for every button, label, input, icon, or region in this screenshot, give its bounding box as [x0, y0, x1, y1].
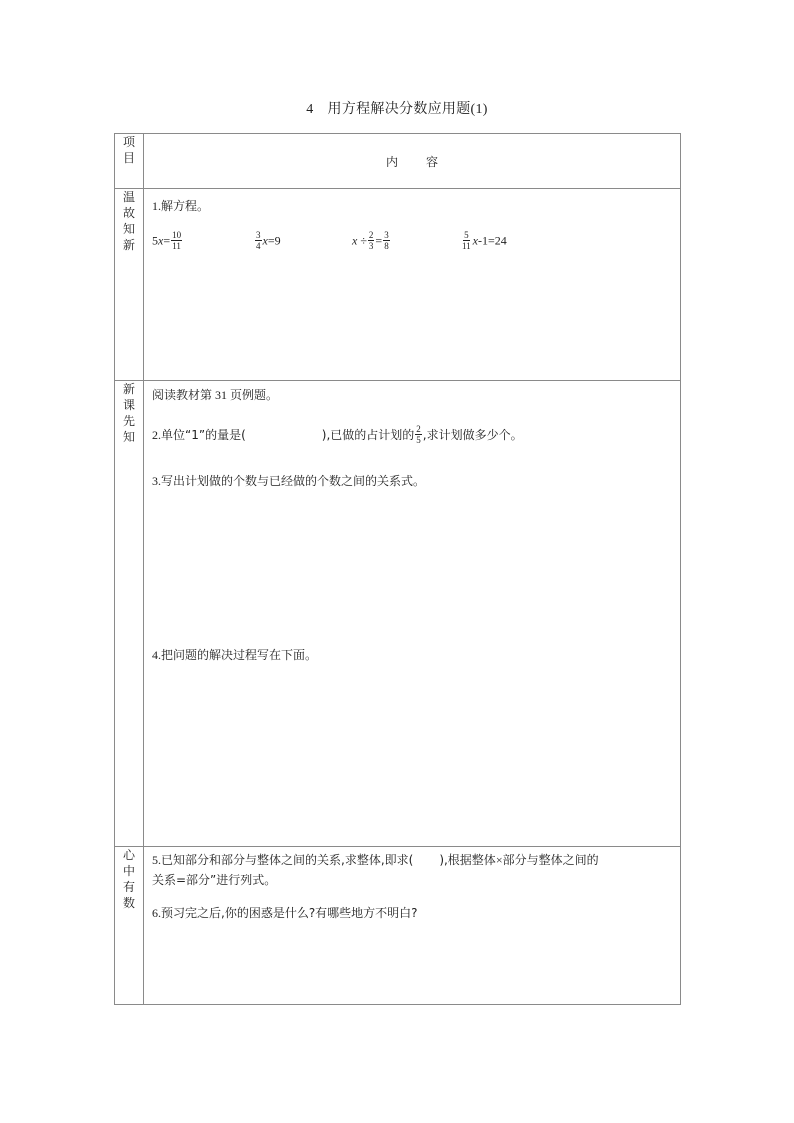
- question-number: 3.: [152, 474, 161, 488]
- question-number: 1.: [152, 199, 161, 213]
- reading-text-b: 页例题。: [230, 388, 279, 402]
- preview-content-cell: [144, 381, 681, 847]
- q5-text-line2: 关系=部分”进行列式。: [152, 873, 277, 887]
- preview-label-char: 先: [122, 414, 135, 428]
- eq4-frac-den: 11: [462, 241, 471, 251]
- worksheet-table: [114, 133, 681, 1005]
- header-content-label: 内容: [385, 154, 466, 169]
- question-2: [152, 425, 523, 446]
- eq4-rhs: -1=24: [478, 233, 507, 248]
- eq1-equals: =: [163, 233, 171, 248]
- equation-4: [460, 231, 507, 252]
- q2-frac-den: 5: [416, 435, 421, 445]
- question-text: 把问题的解决过程写在下面。: [161, 648, 318, 662]
- review-label-char: 温: [122, 190, 135, 204]
- eq3-equals: =: [375, 233, 383, 248]
- eq3-frac1-num: 2: [368, 230, 374, 240]
- q5-text-c: 部分与整体之间的: [502, 853, 599, 867]
- question-text: 写出计划做的个数与已经做的个数之间的关系式。: [161, 474, 426, 488]
- reading-text-a: 阅读教材第: [152, 388, 213, 402]
- preview-label-char: 知: [122, 430, 135, 444]
- eq2-rhs: =9: [267, 233, 281, 248]
- preview-label-char: 课: [122, 398, 135, 412]
- question-4: [152, 646, 317, 663]
- preview-label-cell: [115, 381, 144, 847]
- eq3-frac2-num: 3: [384, 230, 389, 240]
- question-text: 解方程。: [161, 199, 210, 213]
- eq1-coef: 5: [152, 233, 158, 248]
- review-label-char: 故: [122, 206, 135, 220]
- header-item-label-1: 项: [122, 135, 135, 149]
- preview-row: [115, 381, 681, 847]
- q2-frac-num: 2: [416, 424, 421, 434]
- reading-page: 31: [212, 388, 231, 402]
- review-label-char: 新: [122, 238, 135, 252]
- eq2-frac-den: 4: [256, 241, 261, 251]
- eq1-fraction: [171, 230, 182, 251]
- preview-label-char: 新: [122, 382, 135, 396]
- eq2-frac-num: 3: [256, 230, 261, 240]
- mind-label-char: 心: [122, 848, 135, 862]
- eq4-frac-num: 5: [464, 230, 469, 240]
- eq4-fraction: [461, 230, 472, 251]
- question-number: 2.: [152, 428, 161, 442]
- equation-1: [152, 231, 183, 252]
- lesson-part: (1): [470, 102, 488, 117]
- header-item-label-2: 目: [122, 151, 135, 165]
- mind-label-cell: [115, 847, 144, 1005]
- question-5: [152, 851, 599, 868]
- eq4-var: x: [472, 233, 478, 248]
- review-content-cell: [144, 189, 681, 381]
- mind-row: [115, 847, 681, 1005]
- question-3: [152, 472, 425, 489]
- eq2-var: x: [262, 233, 268, 248]
- equation-2: [254, 231, 281, 252]
- header-item-cell: [115, 134, 144, 189]
- page-title: [0, 98, 794, 118]
- question-1: [152, 197, 209, 214]
- question-number: 6.: [152, 906, 161, 920]
- eq1-var: x: [158, 233, 164, 248]
- mind-label-char: 数: [122, 896, 135, 910]
- eq3-divide: ÷: [357, 233, 367, 248]
- q2-text-c: ,求计划做多少个。: [422, 428, 523, 442]
- review-label-char: 知: [122, 222, 135, 236]
- q2-fraction: [415, 424, 422, 445]
- mind-content-cell: [144, 847, 681, 1005]
- q2-text-a: 单位“1”的量是(: [161, 428, 246, 442]
- lesson-title: 用方程解决分数应用题: [327, 101, 471, 117]
- eq2-fraction: [255, 230, 262, 251]
- lesson-number: 4: [306, 102, 314, 117]
- mind-label-char: 中: [122, 864, 135, 878]
- question-5-line-2: [152, 871, 276, 888]
- header-content-cell: [144, 134, 681, 189]
- q5-text-b: ),根据整体: [439, 853, 496, 867]
- question-text: 预习完之后,你的困惑是什么?有哪些地方不明白?: [161, 906, 418, 920]
- q5-text-a: 已知部分和部分与整体之间的关系,求整体,即求(: [161, 853, 414, 867]
- eq3-frac2-den: 8: [384, 241, 389, 251]
- q2-text-b: ),已做的占计划的: [321, 428, 415, 442]
- reading-instruction: [152, 386, 278, 403]
- eq3-var: x: [352, 233, 358, 248]
- review-row: [115, 189, 681, 381]
- question-number: 4.: [152, 648, 161, 662]
- mind-label-char: 有: [122, 880, 135, 894]
- eq3-frac1-den: 3: [368, 241, 374, 251]
- question-6: [152, 904, 418, 921]
- eq1-frac-den: 11: [172, 241, 181, 251]
- q5-times-sign: ×: [495, 853, 503, 867]
- eq3-fraction-1: [368, 230, 375, 251]
- header-row: [115, 134, 681, 189]
- equation-3: [352, 231, 391, 252]
- eq3-fraction-2: [383, 230, 390, 251]
- review-label-cell: [115, 189, 144, 381]
- eq1-frac-num: 10: [172, 230, 182, 240]
- question-number: 5.: [152, 853, 161, 867]
